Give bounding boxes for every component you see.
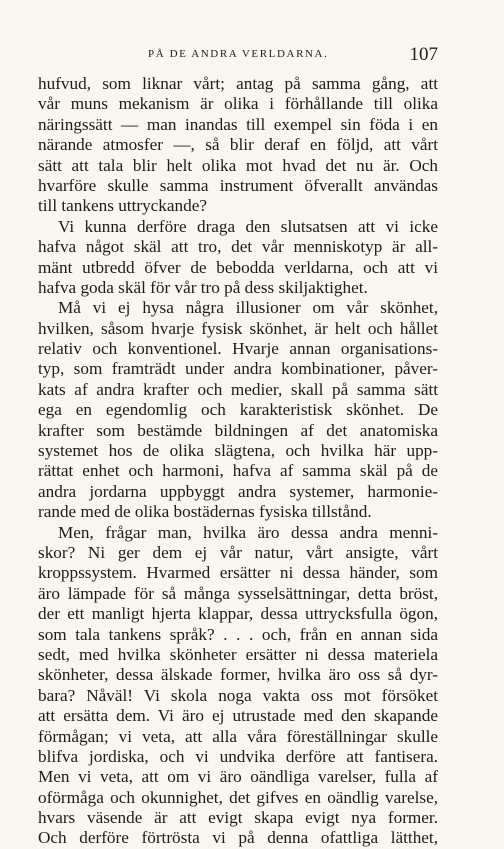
text-line: kroppssystem. Hvarmed ersätter ni dessa händer, som [38, 563, 438, 583]
text-line: hufvud, som liknar vårt; antag på samma gång, att [38, 74, 438, 93]
text-line: hvilken, såsom hvarje fysisk skönhet, är helt och hållet [38, 318, 438, 338]
text-line: förmågan; vi veta, att alla våra föreställningar skulle [38, 726, 438, 746]
running-title: PÅ DE ANDRA VERLDARNA. [148, 48, 329, 60]
text-line: Och derföre förtrösta vi på denna ofattliga lätthet, [38, 828, 438, 848]
text-line: blifva jordiska, och vi undvika derföre att fantisera. [38, 746, 438, 766]
text-line: Må vi ej hysa några illusioner om vår skönhet, [58, 298, 438, 318]
text-line: ega en egendomlig och karakteristisk skönhet. De [38, 400, 438, 420]
text-line: som tala tankens språk? . . . och, från en annan sida [38, 624, 438, 644]
text-line: andra jordarna uppbyggt andra systemer, harmonie- [38, 481, 438, 501]
text-line: till tankens uttryckande? [38, 196, 207, 216]
text-line: sätt att tala blir helt olika mot hvad det nu är. Och [38, 155, 438, 175]
text-line: Vi kunna derföre draga den slutsatsen att vi icke [58, 216, 438, 236]
text-line: sedt, med hvilka skönheter ersätter ni dessa materiela [38, 644, 438, 664]
text-line: hafva goda skäl för vår tro på dess skiljaktighet. [38, 277, 368, 297]
text-line: typ, som framträdt under andra kombinationer, påver- [38, 359, 438, 379]
text-line: Men vi veta, att om vi äro oändliga varelser, fulla af [38, 767, 438, 787]
text-line: äro lämpade för så många sysselsättningar, detta bröst, [38, 583, 438, 603]
text-line: relativ och konventionel. Hvarje annan organisations- [38, 339, 438, 359]
text-line: hvars väsende är att evigt skapa evigt nya former. [38, 808, 438, 828]
text-line: hafva något skäl att tro, det vår menniskotyp är all- [38, 237, 438, 257]
text-line: vår muns mekanism är olika i förhållande till olika [38, 94, 438, 114]
running-header [38, 44, 438, 64]
text-line: oförmåga och okunnighet, det gifves en oändlig varelse, [38, 787, 438, 807]
body-text [38, 74, 438, 849]
text-line: skor? Ni ger dem ej vår natur, vårt ansigte, vårt [38, 542, 438, 562]
text-line: hvarföre skulle samma instrument öfverallt användas [38, 175, 438, 195]
text-line: näringssätt — man inandas till exempel sin föda i en [38, 114, 438, 134]
text-line: systemet hos de olika slägtena, och hvilka här upp- [38, 441, 438, 461]
page-number: 107 [409, 44, 438, 65]
text-line: rättat enhet och harmoni, hafva af samma skäl på de [38, 461, 438, 481]
text-line: kats af andra krafter och medier, skall på samma sätt [38, 379, 438, 399]
text-line: skönheter, dessa älskade former, hvilka äro oss så dyr- [38, 665, 438, 685]
text-line: Men, frågar man, hvilka äro dessa andra menni- [58, 522, 438, 542]
text-line: rande med de olika bostädernas fysiska tillstånd. [38, 502, 372, 522]
text-line: mänt utbredd öfver de bebodda verldarna, och att vi [38, 257, 438, 277]
text-line: att ersätta dem. Vi äro ej utrustade med den skapande [38, 706, 438, 726]
text-line: bara? Nåväl! Vi skola noga vakta oss mot försöket [38, 685, 438, 705]
text-line: der ett manligt hjerta klappar, dessa uttrycksfulla ögon, [38, 604, 438, 624]
text-line: krafter som bestämde bildningen af det anatomiska [38, 420, 438, 440]
text-line: närande atmosfer —, så blir deraf en följd, att vårt [38, 135, 438, 155]
